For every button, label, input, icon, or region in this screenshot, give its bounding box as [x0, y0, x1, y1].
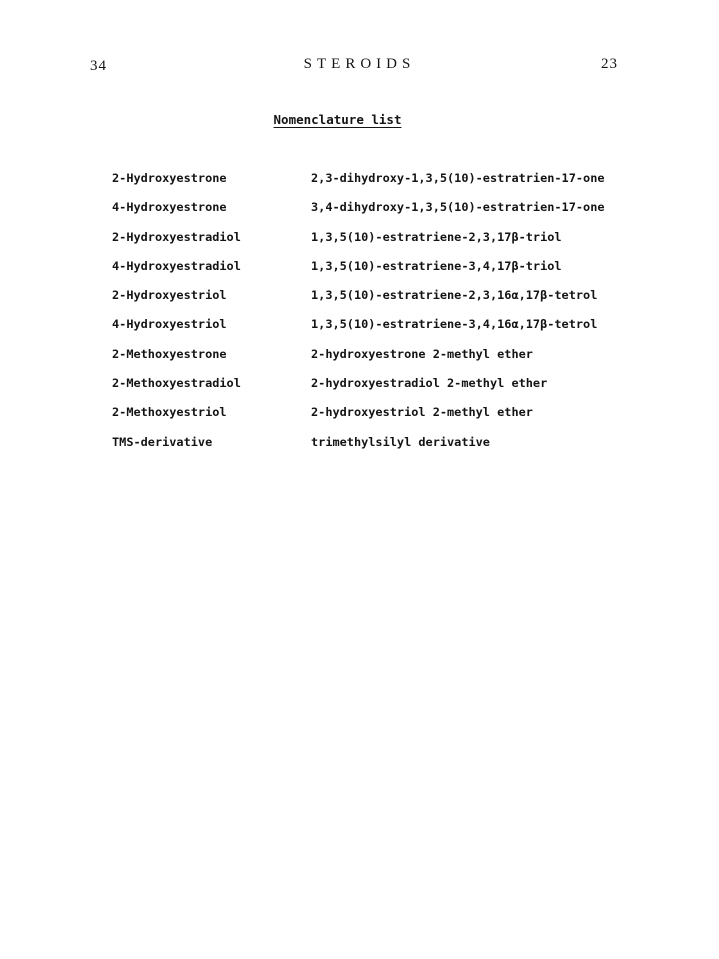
entry-definition: 1,3,5(10)-estratriene-2,3,17β-triol [311, 229, 562, 244]
entry-term: 2-Methoxyestriol [112, 405, 227, 420]
entry-term: 4-Hydroxyestradiol [112, 258, 241, 273]
entry-definition: 1,3,5(10)-estratriene-3,4,17β-triol [311, 258, 562, 273]
running-head-title: STEROIDS [303, 56, 416, 72]
entry-term: TMS-derivative [112, 434, 213, 449]
entry-definition: 2-hydroxyestradiol 2-methyl ether [311, 376, 548, 391]
entry-definition: 1,3,5(10)-estratriene-3,4,16α,17β-tetrol [311, 317, 598, 332]
entry-definition: 3,4-dihydroxy-1,3,5(10)-estratrien-17-one [311, 200, 605, 215]
entry-definition: 1,3,5(10)-estratriene-2,3,16α,17β-tetrol [311, 288, 598, 303]
entry-definition: 2-hydroxyestriol 2-methyl ether [311, 405, 533, 420]
right-page-number: 23 [601, 56, 618, 72]
entry-term: 2-Methoxyestradiol [112, 376, 241, 391]
entry-term: 2-Methoxyestrone [112, 346, 227, 361]
entry-term: 2-Hydroxyestriol [112, 288, 227, 303]
entry-term: 2-Hydroxyestradiol [112, 229, 241, 244]
entry-definition: 2,3-dihydroxy-1,3,5(10)-estratrien-17-one [311, 171, 605, 185]
entry-definition: 2-hydroxyestrone 2-methyl ether [311, 346, 533, 361]
entry-term: 4-Hydroxyestriol [112, 317, 227, 332]
entry-term: 2-Hydroxyestrone [112, 171, 227, 185]
nomenclature-list-title: Nomenclature list [273, 112, 402, 127]
entry-definition: trimethylsilyl derivative [311, 434, 490, 449]
left-page-number: 34 [90, 58, 107, 74]
entry-term: 4-Hydroxyestrone [112, 200, 227, 215]
